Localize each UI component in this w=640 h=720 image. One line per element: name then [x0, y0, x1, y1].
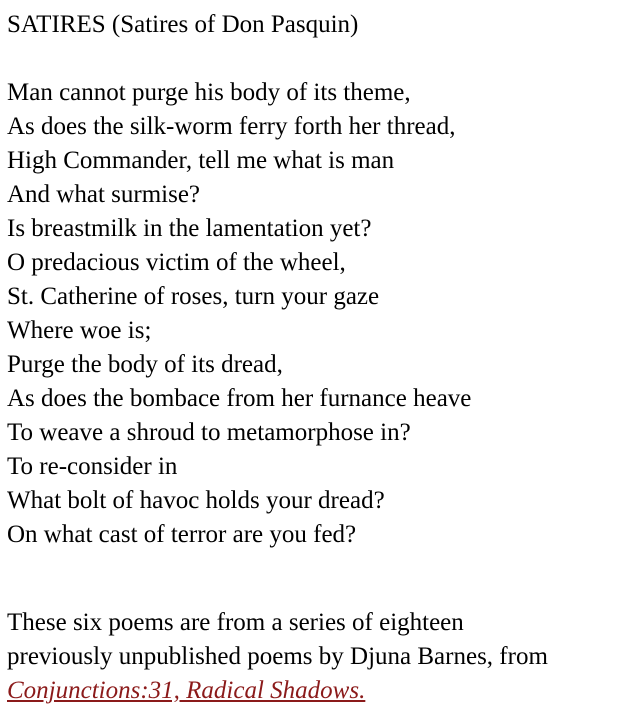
- poem-line: Where woe is;: [7, 317, 152, 344]
- poem-title: SATIRES (Satires of Don Pasquin): [7, 11, 359, 38]
- poem-line: Man cannot purge his body of its theme,: [7, 79, 411, 106]
- document-page: [7, 8, 635, 708]
- poem-line: As does the silk-worm ferry forth her thread,: [7, 113, 456, 140]
- poem-line: Is breastmilk in the lamentation yet?: [7, 215, 372, 242]
- source-note-link-line: [7, 674, 635, 708]
- poem-line: To weave a shroud to metamorphose in?: [7, 419, 411, 446]
- poem-line: On what cast of terror are you fed?: [7, 521, 357, 548]
- poem-body: [7, 76, 635, 552]
- poem-line: Purge the body of its dread,: [7, 351, 283, 378]
- source-note-line: These six poems are from a series of eighteen: [7, 609, 464, 636]
- poem-line: O predacious victim of the wheel,: [7, 249, 346, 276]
- poem-line: High Commander, tell me what is man: [7, 147, 395, 174]
- poem-line: St. Catherine of roses, turn your gaze: [7, 283, 380, 310]
- source-note-line: previously unpublished poems by Djuna Barnes, from: [7, 643, 548, 670]
- poem-line: To re-consider in: [7, 453, 178, 480]
- poem-line: And what surmise?: [7, 181, 201, 208]
- source-note: [7, 606, 635, 708]
- poem-line: As does the bombace from her furnance heave: [7, 385, 472, 412]
- source-link[interactable]: Conjunctions:31, Radical Shadows.: [7, 677, 366, 704]
- poem-line: What bolt of havoc holds your dread?: [7, 487, 385, 514]
